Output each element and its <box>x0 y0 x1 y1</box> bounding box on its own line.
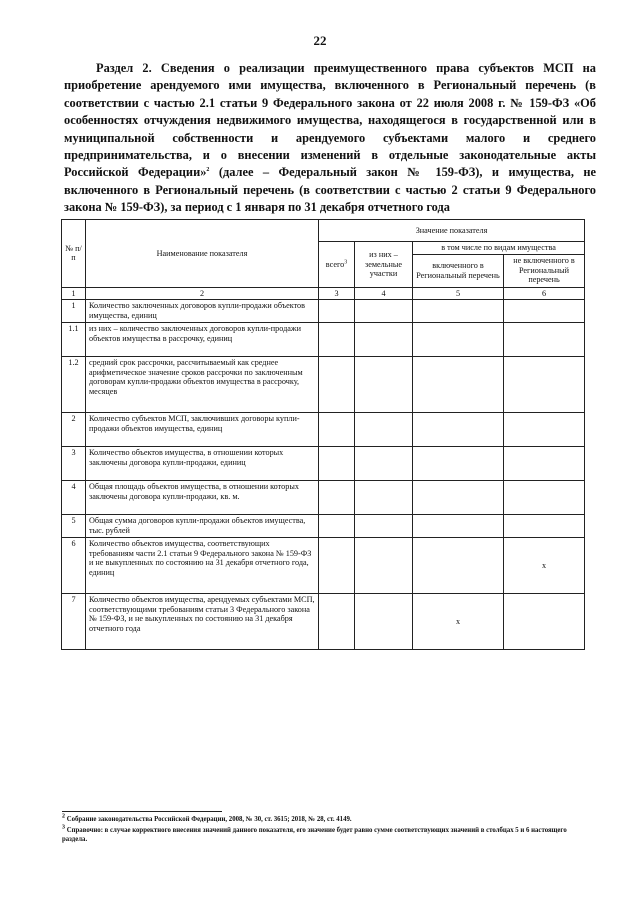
cell-included <box>413 447 504 481</box>
table-row <box>62 323 585 357</box>
header-value-group: Значение показателя <box>319 220 585 242</box>
table-row <box>62 515 585 538</box>
table-row <box>62 447 585 481</box>
col-number: 3 <box>319 287 355 300</box>
cell-total <box>319 538 355 594</box>
row-name: Общая сумма договоров купли-продажи объектов имущества, тыс. рублей <box>86 515 319 538</box>
cell-included <box>413 413 504 447</box>
cell-total <box>319 481 355 515</box>
col-number: 2 <box>86 287 319 300</box>
header-included: включенного в Региональный перечень <box>413 254 504 287</box>
row-num: 6 <box>62 538 86 594</box>
row-name: Количество заключенных договоров купли-продажи объектов имущества, единиц <box>86 300 319 323</box>
cell-not-included: х <box>504 538 585 594</box>
row-name: Количество объектов имущества, в отношении которых заключены договора купли-продажи, единиц <box>86 447 319 481</box>
cell-not-included <box>504 515 585 538</box>
heading-footnote-mark: 2 <box>206 167 210 174</box>
cell-included <box>413 538 504 594</box>
col-number: 6 <box>504 287 585 300</box>
table-row <box>62 300 585 323</box>
row-name: средний срок рассрочки, рассчитываемый как среднее арифметическое значение сроков рассрочки по заключенным договорам купли-продажи объектов имущества в рассрочку, месяцев <box>86 357 319 413</box>
row-num: 1.1 <box>62 323 86 357</box>
table-row <box>62 481 585 515</box>
cell-included <box>413 515 504 538</box>
cell-included <box>413 357 504 413</box>
cell-included: х <box>413 594 504 650</box>
header-num: № п/п <box>62 220 86 288</box>
cell-total <box>319 515 355 538</box>
table-row <box>62 413 585 447</box>
row-num: 1.2 <box>62 357 86 413</box>
cell-included <box>413 323 504 357</box>
row-num: 5 <box>62 515 86 538</box>
heading-text: Раздел 2. Сведения о реализации преимущественного права субъектов МСП на приобретение арендуемого ими имущества, включенного в Региональный перечень (в соответствии с частью 2.1 статьи 9 Федерального закона от 22 июля 2008 г. № 159-ФЗ «Об особенностях отчуждения недвижимого имущества, находящегося в государственной или в муниципальной собственности и арендуемого субъектами малого и среднего предпринимательства, и о внесении изменений в отдельные законодательные акты Российской Федерации» <box>64 61 596 180</box>
cell-not-included <box>504 447 585 481</box>
cell-land <box>355 300 413 323</box>
header-land: из них – земельные участки <box>355 242 413 288</box>
cell-land <box>355 323 413 357</box>
cell-included <box>413 300 504 323</box>
cell-total <box>319 357 355 413</box>
row-name: Общая площадь объектов имущества, в отношении которых заключены договора купли-продажи, кв. м. <box>86 481 319 515</box>
cell-total <box>319 594 355 650</box>
footnote <box>62 826 582 844</box>
table-row <box>62 538 585 594</box>
cell-not-included <box>504 594 585 650</box>
cell-total <box>319 447 355 481</box>
row-num: 3 <box>62 447 86 481</box>
header-by-type: в том числе по видам имущества <box>413 242 585 255</box>
row-num: 4 <box>62 481 86 515</box>
row-num: 1 <box>62 300 86 323</box>
row-name: Количество объектов имущества, соответствующих требованиям части 2.1 статьи 9 Федерального закона № 159-ФЗ и не выкупленных по состоянию на 31 декабря отчетного года, единиц <box>86 538 319 594</box>
row-name: Количество субъектов МСП, заключивших договоры купли-продажи объектов имущества, единиц <box>86 413 319 447</box>
footnote-divider <box>62 811 222 812</box>
footnote <box>62 815 582 824</box>
cell-not-included <box>504 413 585 447</box>
header-name: Наименование показателя <box>86 220 319 288</box>
footnote-mark: 3 <box>62 824 65 831</box>
cell-land <box>355 481 413 515</box>
header-total-footnote-mark: 3 <box>344 258 348 265</box>
footnote-text: Справочно: в случае корректного внесения значений данного показателя, его значение будет равно сумме соответствующих значений в столбцах 5 и 6 настоящего раздела. <box>62 827 567 843</box>
cell-land <box>355 538 413 594</box>
table-row <box>62 357 585 413</box>
cell-land <box>355 594 413 650</box>
page-number: 22 <box>313 33 327 48</box>
cell-total <box>319 300 355 323</box>
cell-total <box>319 323 355 357</box>
cell-land <box>355 357 413 413</box>
cell-land <box>355 515 413 538</box>
row-num: 2 <box>62 413 86 447</box>
row-name: Количество объектов имущества, арендуемых субъектами МСП, соответствующими требованиям статьи 3 Федерального закона № 159-ФЗ, и не выкупленных по состоянию на 31 декабря отчетного года <box>86 594 319 650</box>
header-total: всего$^3$ <box>319 242 355 288</box>
footnote-mark: 2 <box>62 813 65 820</box>
table-row <box>62 594 585 650</box>
cell-not-included <box>504 300 585 323</box>
header-not-included: не включенного в Региональный перечень <box>504 254 585 287</box>
col-number: 4 <box>355 287 413 300</box>
indicators-table <box>61 219 585 650</box>
row-num: 7 <box>62 594 86 650</box>
cell-land <box>355 413 413 447</box>
heading-text-tail: (далее – Федеральный закон № 159-ФЗ), и имущества, не включенного в Региональный перечень (в соответствии с частью 2 статьи 9 Федерального закона № 159-ФЗ), за период с 1 января по 31 декабря отчетного года <box>64 165 596 215</box>
cell-land <box>355 447 413 481</box>
cell-not-included <box>504 481 585 515</box>
col-number: 5 <box>413 287 504 300</box>
row-name: из них – количество заключенных договоров купли-продажи объектов имущества в рассрочку, единиц <box>86 323 319 357</box>
section-heading <box>64 60 596 217</box>
col-number: 1 <box>62 287 86 300</box>
cell-total <box>319 413 355 447</box>
footnote-text: Собрание законодательства Российской Федерации, 2008, № 30, ст. 3615; 2018, № 28, ст. 4149. <box>65 816 352 823</box>
cell-not-included <box>504 357 585 413</box>
cell-not-included <box>504 323 585 357</box>
cell-included <box>413 481 504 515</box>
